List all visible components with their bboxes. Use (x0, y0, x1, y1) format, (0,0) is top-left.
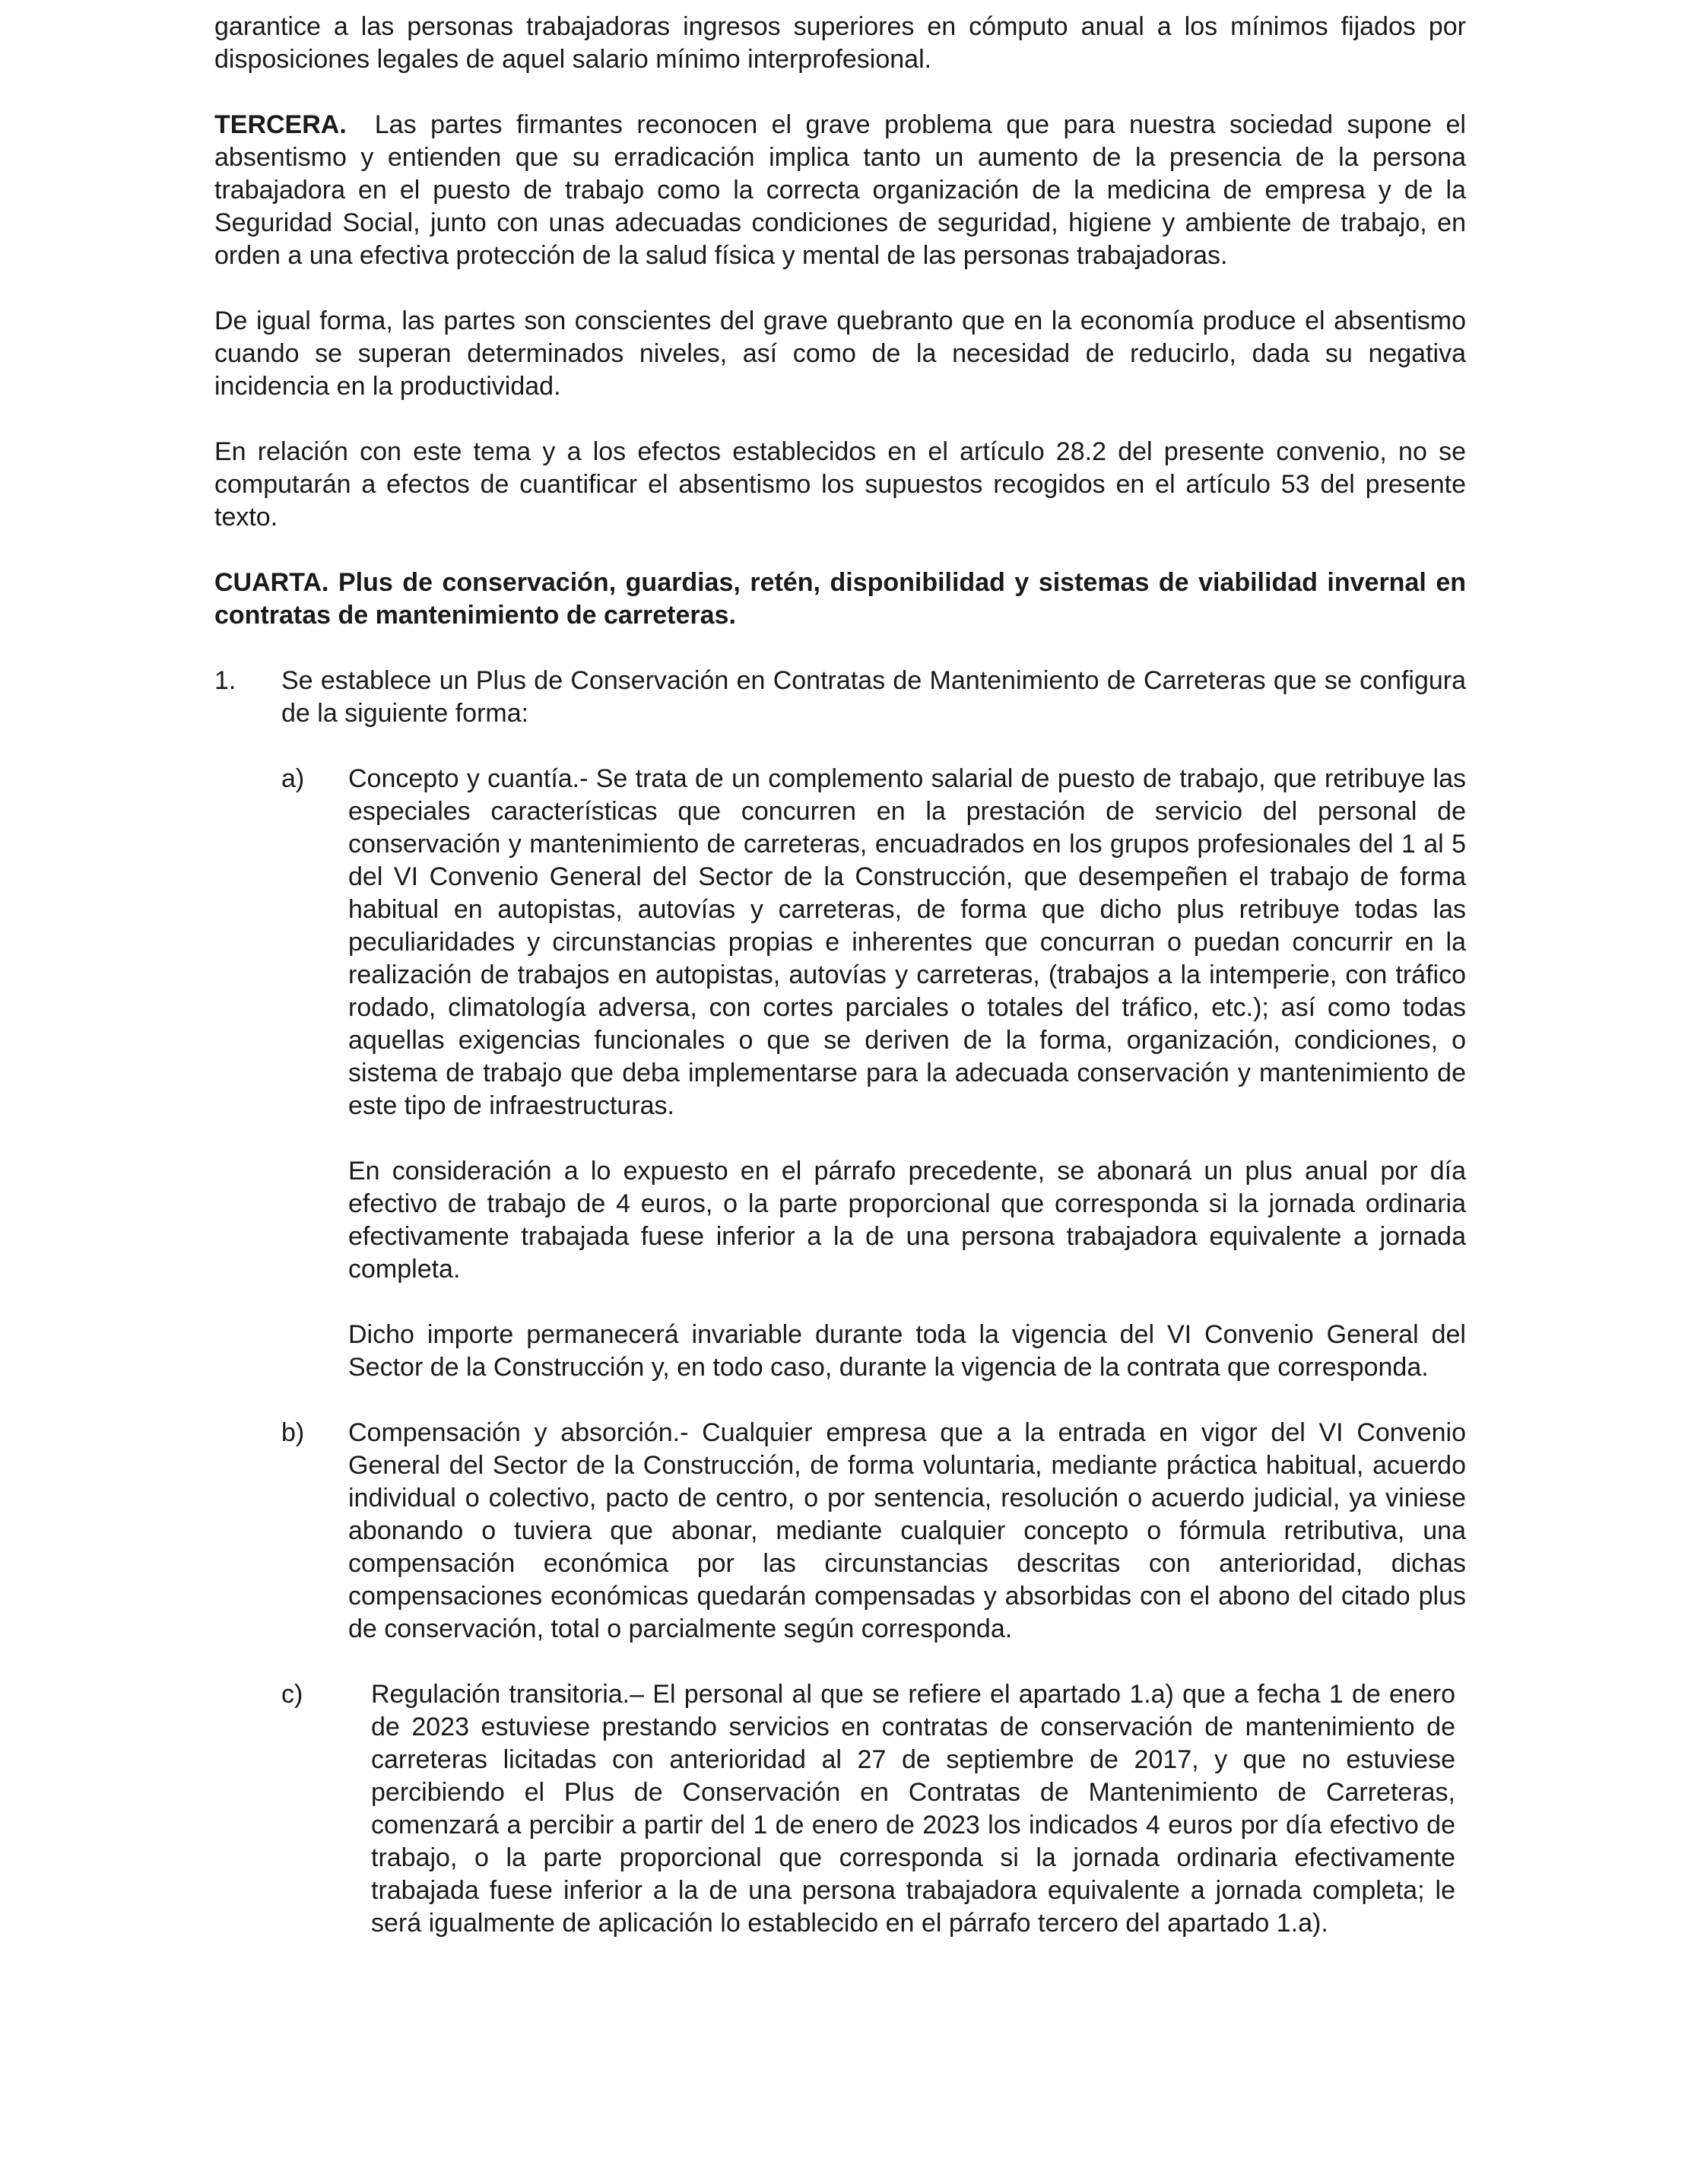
subitem-a (281, 763, 1466, 1384)
tercera-paragraph-1 (214, 109, 1466, 272)
subitem-c-label: c) (281, 1680, 303, 1709)
subitem-c-text: Regulación transitoria.– El personal al que se refiere el apartado 1.a) que a fecha 1 de enero de 2023 estuviese prestando servicios en contratas de conservación de mantenimiento de carreteras licitadas con anterioridad al 27 de septiembre de 2017, y que no estuviese percibiendo el Plus de Conservación en Contratas de Mantenimiento de Carreteras, comenzará a percibir a partir del 1 de enero de 2023 los indicados 4 euros por día efectivo de trabajo, o la parte proporcional que corresponda si la jornada ordinaria efectivamente trabajada fuese inferior a la de una persona trabajadora equivalente a jornada completa; le será igualmente de aplicación lo establecido en el párrafo tercero del apartado 1.a). (371, 1680, 1455, 1938)
document-page (214, 11, 1466, 1940)
subitem-a-paragraph-1: Concepto y cuantía.- Se trata de un complemento salarial de puesto de trabajo, que retribuye las especiales características que concurren en la prestación de servicio del personal de conservación y mantenimiento de carreteras, encuadrados en los grupos profesionales del 1 al 5 del VI Convenio General del Sector de la Construcción, que desempeñen el trabajo de forma habitual en autopistas, autovías y carreteras, de forma que dicho plus retribuye todas las peculiaridades y circunstancias propias e inherentes que concurran o puedan concurrir en la realización de trabajos en autopistas, autovías y carreteras, (trabajos a la intemperie, con tráfico rodado, climatología adversa, con cortes parciales o totales del tráfico, etc.); así como todas aquellas exigencias funcionales o que se deriven de la forma, organización, condiciones, o sistema de trabajo que deba implementarse para la adecuada conservación y mantenimiento de este tipo de infraestructuras. (348, 764, 1466, 1120)
subitem-c (281, 1678, 1466, 1940)
subitem-b-label: b) (281, 1418, 305, 1447)
subitem-a-paragraph-2: En consideración a lo expuesto en el párrafo precedente, se abonará un plus anual por día efectivo de trabajo de 4 euros, o la parte proporcional que corresponda si la jornada ordinaria efectivamente trabajada fuese inferior a la de una persona trabajadora equivalente a jornada completa. (348, 1157, 1466, 1284)
list-item-1-number: 1. (214, 666, 236, 695)
intro-paragraph: garantice a las personas trabajadoras ingresos superiores en cómputo anual a los mínimos fijados por disposiciones legales de aquel salario mínimo interprofesional. (214, 12, 1466, 74)
subitem-a-paragraph-3: Dicho importe permanecerá invariable durante toda la vigencia del VI Convenio General del Sector de la Construcción y, en todo caso, durante la vigencia de la contrata que corresponda. (348, 1320, 1466, 1382)
tercera-paragraph-2: De igual forma, las partes son conscientes del grave quebranto que en la economía produce el absentismo cuando se superan determinados niveles, así como de la necesidad de reducirlo, dada su negativa incidencia en la productividad. (214, 306, 1466, 401)
list-item-1-text: Se establece un Plus de Conservación en Contratas de Mantenimiento de Carreteras que se configura de la siguiente forma: (281, 666, 1466, 728)
tercera-label: TERCERA. (214, 110, 347, 139)
cuarta-heading: CUARTA. Plus de conservación, guardias, retén, disponibilidad y sistemas de viabilidad invernal en contratas de mantenimiento de carreteras. (214, 568, 1466, 630)
tercera-paragraph-3: En relación con este tema y a los efectos establecidos en el artículo 28.2 del presente convenio, no se computarán a efectos de cuantificar el absentismo los supuestos recogidos en el artículo 53 del presente texto. (214, 437, 1466, 532)
list-item-1 (214, 665, 1466, 730)
subitem-b-text: Compensación y absorción.- Cualquier empresa que a la entrada en vigor del VI Convenio General del Sector de la Construcción, de forma voluntaria, mediante práctica habitual, acuerdo individual o colectivo, pacto de centro, o por sentencia, resolución o acuerdo judicial, ya viniese abonando o tuviera que abonar, mediante cualquier concepto o fórmula retributiva, una compensación económica por las circunstancias descritas con anterioridad, dichas compensaciones económicas quedarán compensadas y absorbidas con el abono del citado plus de conservación, total o parcialmente según corresponda. (348, 1418, 1466, 1643)
subitem-a-label: a) (281, 764, 305, 793)
tercera-text: Las partes firmantes reconocen el grave problema que para nuestra sociedad supone el absentismo y entienden que su erradicación implica tanto un aumento de la presencia de la persona trabajadora en el puesto de trabajo como la correcta organización de la medicina de empresa y de la Seguridad Social, junto con unas adecuadas condiciones de seguridad, higiene y ambiente de trabajo, en orden a una efectiva protección de la salud física y mental de las personas trabajadoras. (214, 110, 1466, 270)
subitem-b (281, 1417, 1466, 1646)
